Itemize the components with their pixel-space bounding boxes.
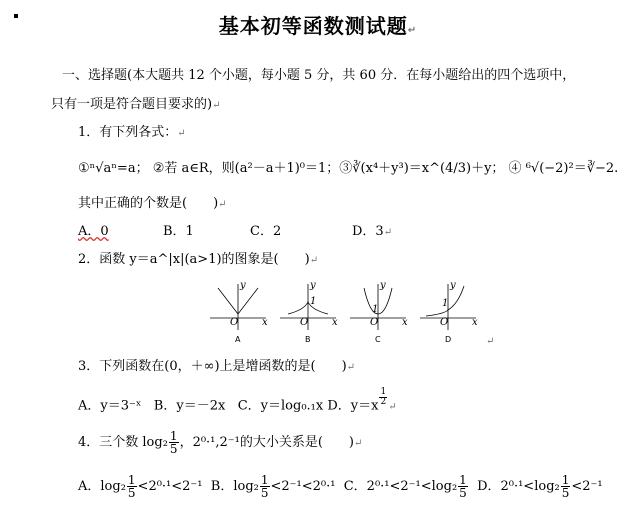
graph-label-b: B xyxy=(305,335,311,344)
section-text-2: 只有一项是符合题目要求的) xyxy=(51,97,213,112)
return-mark: ↵ xyxy=(407,25,418,36)
q1-option-b-text: B．1 xyxy=(163,224,194,239)
return-mark: ↵ xyxy=(388,401,397,413)
q1-items-text: ①ⁿ√aⁿ=a； ②若 a∈R，则(a²－a＋1)⁰＝1；③∛(x⁴＋y³)＝x^(4/3)＋y； ④ ⁶√(−2)²＝∛−2. xyxy=(78,161,619,176)
frac-den: 5 xyxy=(561,486,570,500)
axis-x-label: x xyxy=(402,317,408,328)
frac-den: 5 xyxy=(459,486,467,500)
q1-stem xyxy=(78,121,186,140)
q4-option-b-post: <2⁻¹<2⁰·¹ xyxy=(270,479,336,494)
axis-x-label: x xyxy=(332,317,338,328)
q1-ask xyxy=(78,192,227,211)
q4-option-d-pre: D．2⁰·¹<log₂ xyxy=(477,479,560,494)
frac-num: 1 xyxy=(260,473,269,487)
q2-graphs xyxy=(208,280,488,346)
section-intro-line1 xyxy=(62,64,575,83)
section-text-1: 一、选择题(本大题共 12 个小题，每小题 5 分，共 60 分．在每小题给出的四个选项中， xyxy=(62,68,576,83)
return-mark: ↵ xyxy=(346,362,356,373)
q4-frac-b xyxy=(260,474,270,499)
origin-label: O xyxy=(370,317,379,328)
q4-frac-c xyxy=(458,474,468,499)
q3-stem xyxy=(78,355,355,374)
graph-label-c: C xyxy=(375,335,381,344)
q3-option-c: C．y＝log₀.₁x xyxy=(237,398,324,414)
q4-stem-frac xyxy=(169,430,179,455)
frac-num: 1 xyxy=(561,473,570,487)
q3-option-d: D．y＝x xyxy=(327,398,379,414)
frac-num: 1 xyxy=(459,473,467,487)
q1-option-d xyxy=(352,220,392,239)
frac-num: 1 xyxy=(380,387,387,397)
q3-option-b: B．y＝－2x xyxy=(153,398,226,414)
q1-items xyxy=(78,157,618,176)
return-mark: ↵ xyxy=(354,438,363,449)
title-text: 基本初等函数测试题 xyxy=(218,14,408,38)
frac-den: 5 xyxy=(260,486,269,500)
q4-frac-d xyxy=(561,474,571,499)
return-mark: ↵ xyxy=(212,100,221,111)
q3-options xyxy=(78,388,397,413)
frac-num: 1 xyxy=(127,473,136,487)
frac-den: 5 xyxy=(169,442,178,456)
q1-option-c xyxy=(250,220,281,239)
axis-x-label: x xyxy=(262,317,268,328)
q1-option-c-text: C．2 xyxy=(250,224,282,239)
q4-stem xyxy=(78,430,362,455)
q3-exponent xyxy=(379,388,387,407)
q4-option-d-post: <2⁻¹ xyxy=(571,479,603,494)
tick-one: 1 xyxy=(442,298,449,309)
axis-y-label: y xyxy=(310,280,316,291)
graph-label-a: A xyxy=(235,335,241,344)
q1-option-a xyxy=(78,220,109,239)
tick-one: 1 xyxy=(372,304,379,315)
axis-x-label: x xyxy=(472,317,478,328)
q1-option-d-text: D．3 xyxy=(352,224,384,239)
q4-stem-pre: 4．三个数 log₂ xyxy=(78,435,168,450)
q4-option-b-pre: B．log₂ xyxy=(210,479,259,494)
frac-den: 5 xyxy=(127,486,136,500)
q4-frac-a xyxy=(127,474,137,499)
q2-stem-text: 2．函数 y＝a^|x|(a>1)的图象是( ) xyxy=(78,252,310,267)
q4-option-c: C．2⁰·¹<2⁻¹<log₂ xyxy=(343,479,458,494)
frac-den: 2 xyxy=(380,397,387,407)
q1-option-b xyxy=(163,220,194,239)
q1-ask-text: 其中正确的个数是( ) xyxy=(78,196,219,211)
axis-y-label: y xyxy=(380,280,386,291)
q4-options xyxy=(78,474,603,499)
tick-one: 1 xyxy=(310,296,317,307)
return-mark: ↵ xyxy=(309,255,319,266)
section-intro-line2 xyxy=(51,93,220,112)
origin-label: O xyxy=(300,317,309,328)
q1-option-a-text: A．0 xyxy=(78,224,109,239)
q3-stem-text: 3．下列函数在(0，＋∞)上是增函数的是( ) xyxy=(78,359,347,374)
frac-num: 1 xyxy=(169,429,178,443)
return-mark: ↵ xyxy=(177,128,186,139)
q4-option-a-post: <2⁰·¹<2⁻¹ xyxy=(137,479,203,494)
graph-label-d: D xyxy=(445,335,452,344)
q4-option-a-pre: A．log₂ xyxy=(78,479,126,494)
origin-label: O xyxy=(230,317,239,328)
axis-y-label: y xyxy=(450,280,456,291)
q1-stem-text: 1．有下列各式： xyxy=(78,125,178,140)
q2-stem xyxy=(78,248,318,267)
page-title xyxy=(0,10,636,39)
axis-y-label: y xyxy=(240,280,246,291)
q4-stem-post: ，2⁰·¹,2⁻¹的大小关系是( ) xyxy=(179,435,355,450)
return-mark: ↵ xyxy=(383,227,393,238)
q3-option-a: A．y＝3⁻ˣ xyxy=(78,398,142,414)
return-mark: ↵ xyxy=(218,199,227,210)
return-mark: ↵ xyxy=(486,336,495,347)
origin-label: O xyxy=(440,317,449,328)
